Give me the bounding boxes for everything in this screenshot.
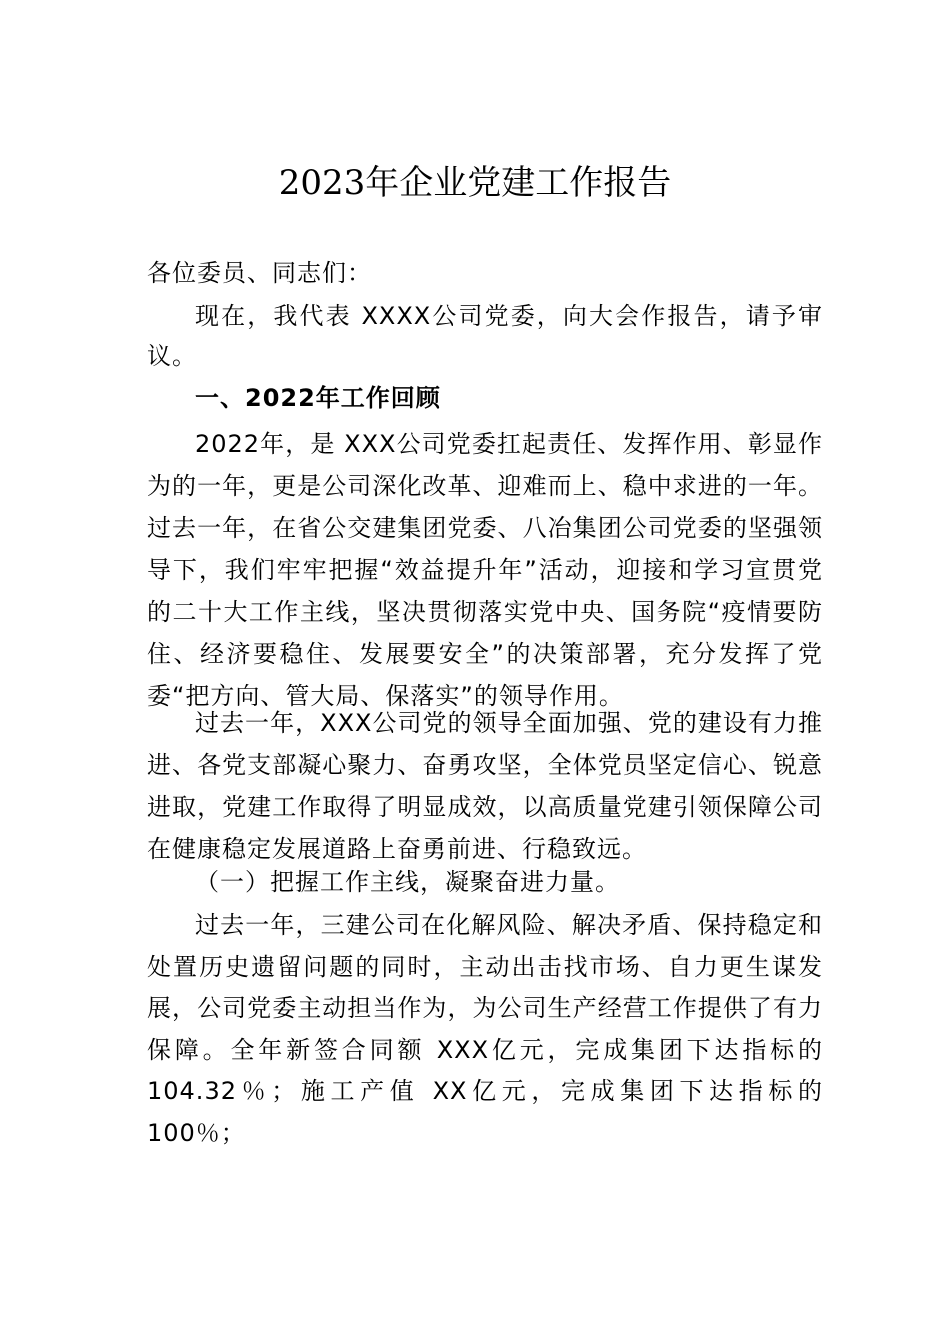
intro-paragraph: 现在，我代表 XXXX公司党委，向大会作报告，请予审议。 bbox=[147, 302, 823, 370]
section-heading-review: 一、2022年工作回顾 bbox=[195, 384, 441, 412]
paragraph-party-leadership: 过去一年，XXX公司党的领导全面加强、党的建设有力推进、各党支部凝心聚力、奋勇攻坚，全体党员坚定信心、锐意进取，党建工作取得了明显成效，以高质量党建引领保障公司在健康稳定发展道路上奋勇前进、行稳致远。 bbox=[147, 709, 823, 863]
paragraph-production-results: 过去一年，三建公司在化解风险、解决矛盾、保持稳定和处置历史遗留问题的同时，主动出击找市场、自力更生谋发展，公司党委主动担当作为，为公司生产经营工作提供了有力保障。全年新签合同额 XXX亿元，完成集团下达指标的 104.32％；施工产值 XX亿元，完成集团下达指标的100％； bbox=[147, 911, 823, 1147]
salutation: 各位委员、同志们： bbox=[147, 259, 372, 287]
document-title: 2023年企业党建工作报告 bbox=[278, 163, 672, 203]
paragraph-review-2022: 2022年，是 XXX公司党委扛起责任、发挥作用、彰显作为的一年，更是公司深化改革、迎难而上、稳中求进的一年。过去一年，在省公交建集团党委、八冶集团公司党委的坚强领导下，我们牢牢把握“效益提升年”活动，迎接和学习宣贯党的二十大工作主线，坚决贯彻落实党中央、国务院“疫情要防住、经济要稳住、发展要安全”的决策部署，充分发挥了党委“把方向、管大局、保落实”的领导作用。 bbox=[147, 430, 823, 710]
subsection-heading-main-line: （一）把握工作主线，凝聚奋进力量。 bbox=[195, 868, 620, 896]
